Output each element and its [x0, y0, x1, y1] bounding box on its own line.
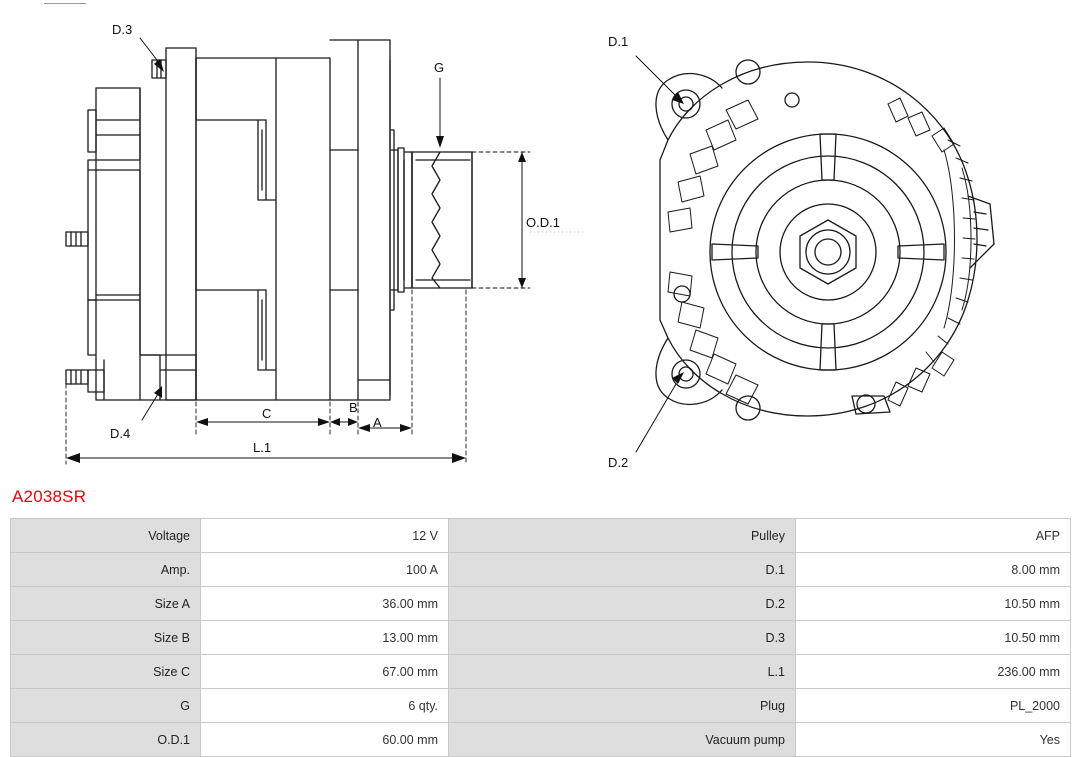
- label-c: C: [262, 406, 272, 421]
- spec-label: Size B: [11, 621, 201, 655]
- table-row: [11, 587, 1071, 621]
- spec-value: 60.00 mm: [201, 723, 449, 757]
- spec-label: Voltage: [11, 519, 201, 553]
- spec-label: O.D.1: [11, 723, 201, 757]
- spec-label: D.3: [449, 621, 796, 655]
- spec-label: G: [11, 689, 201, 723]
- label-l1: L.1: [253, 440, 272, 455]
- spec-value: 236.00 mm: [796, 655, 1071, 689]
- spec-value: 6 qty.: [201, 689, 449, 723]
- spec-label: D.2: [449, 587, 796, 621]
- spec-value: 10.50 mm: [796, 621, 1071, 655]
- label-d1: D.1: [608, 34, 629, 49]
- spec-value: 100 A: [201, 553, 449, 587]
- spec-label: Vacuum pump: [449, 723, 796, 757]
- table-row: [11, 553, 1071, 587]
- spec-value: 8.00 mm: [796, 553, 1071, 587]
- spec-label: Pulley: [449, 519, 796, 553]
- spec-value: 36.00 mm: [201, 587, 449, 621]
- spec-label: D.1: [449, 553, 796, 587]
- spec-label: Size A: [11, 587, 201, 621]
- label-g: G: [434, 60, 445, 75]
- label-d4: D.4: [110, 426, 131, 441]
- spec-label: Amp.: [11, 553, 201, 587]
- label-a: A: [373, 415, 382, 430]
- spec-label: L.1: [449, 655, 796, 689]
- table-row: [11, 689, 1071, 723]
- table-row: [11, 655, 1071, 689]
- table-row: [11, 519, 1071, 553]
- spec-label: Size C: [11, 655, 201, 689]
- spec-value: 67.00 mm: [201, 655, 449, 689]
- specifications-table: [10, 518, 1071, 757]
- label-d2: D.2: [608, 455, 629, 470]
- spec-value: PL_2000: [796, 689, 1071, 723]
- page-title: A2038SR: [12, 487, 87, 506]
- spec-value: Yes: [796, 723, 1071, 757]
- spec-value: AFP: [796, 519, 1071, 553]
- specifications-body: [11, 519, 1071, 757]
- spec-value: 12 V: [201, 519, 449, 553]
- spec-label: Plug: [449, 689, 796, 723]
- spec-value: 10.50 mm: [796, 587, 1071, 621]
- table-row: [11, 621, 1071, 655]
- table-row: [11, 723, 1071, 757]
- label-od1: O.D.1: [526, 215, 560, 230]
- label-d3: D.3: [112, 22, 133, 37]
- label-b: B: [349, 400, 358, 415]
- spec-value: 13.00 mm: [201, 621, 449, 655]
